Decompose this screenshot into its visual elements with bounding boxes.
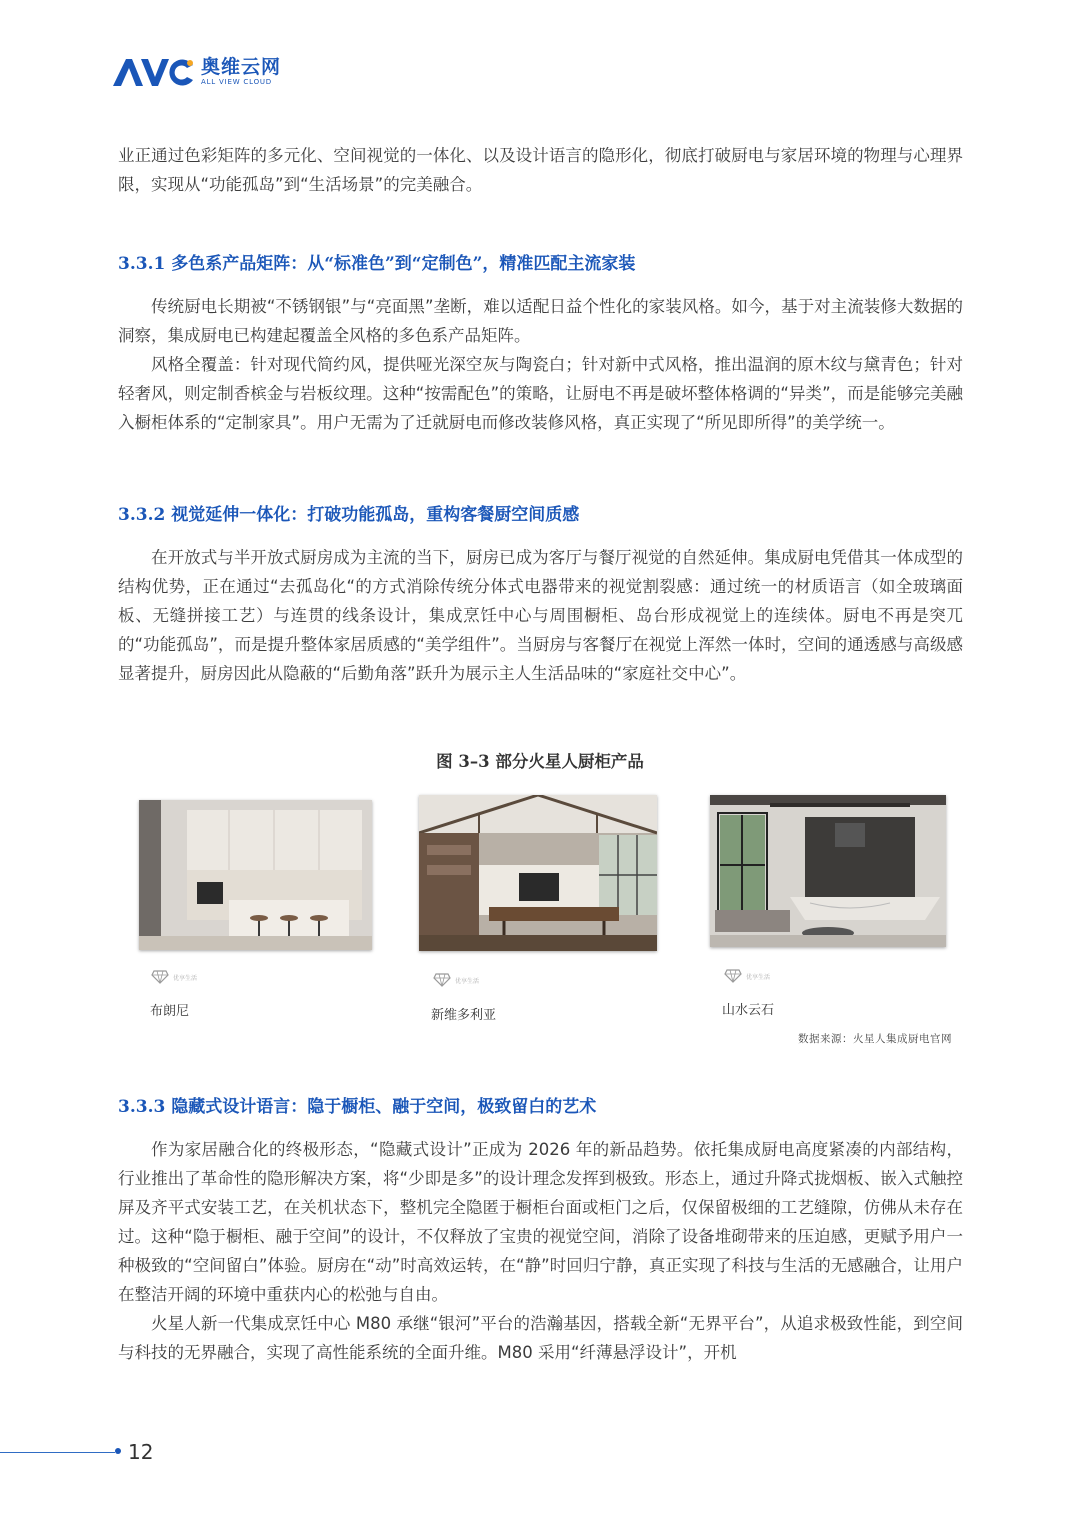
section-332-heading: 3.3.2 视觉延伸一体化：打破功能孤岛，重构客餐厨空间质感 (118, 505, 580, 525)
section-331-heading: 3.3.1 多色系产品矩阵：从“标准色”到“定制色”，精准匹配主流家装 (118, 254, 636, 274)
section-331-paragraph-2: 风格全覆盖：针对现代简约风，提供哑光深空灰与陶瓷白；针对新中式风格，推出温润的原木纹与黛青色；针对轻奢风，则定制香槟金与岩板纹理。这种“按需配色”的策略，让厨电不再是破坏整体格调的“异类”，而是能够完美融入橱柜体系的“定制家具”。用户无需为了迁就厨电而修改装修风格，真正实现了“所见即所得”的美学统一。 (118, 355, 963, 432)
product-name-2: 新维多利亚 (431, 1008, 497, 1023)
product-name-3: 山水云石 (722, 1003, 775, 1018)
product-card-1 (139, 800, 372, 1019)
brand-tag-1 (151, 970, 197, 984)
page-number: 12 (128, 1440, 154, 1464)
logo-chinese-name: 奥维云网 (201, 56, 282, 78)
footer-rule (0, 1452, 115, 1453)
avc-logo-mark (113, 57, 195, 87)
brand-tag-2 (433, 973, 479, 987)
avc-logo (113, 56, 281, 87)
logo-english-name: ALL VIEW CLOUD (201, 78, 272, 86)
section-331-paragraph-1: 传统厨电长期被“不锈钢银”与“亮面黑”垄断，难以适配日益个性化的家装风格。如今，基于对主流装修大数据的洞察，集成厨电已构建起覆盖全风格的多色系产品矩阵。 (118, 297, 963, 345)
brand-tag-text: 优享生活 (746, 973, 771, 981)
diamond-icon (433, 973, 451, 987)
footer-dot (115, 1448, 121, 1454)
product-image-3 (710, 795, 946, 947)
section-331-body (118, 292, 963, 437)
section-332-body (118, 543, 963, 688)
section-333-paragraph-2: 火星人新一代集成烹饪中心 M80 承继“银河”平台的浩瀚基因，搭载全新“无界平台”，从追求极致性能，到空间与科技的无界融合，实现了高性能系统的全面升维。M80 采用“纤薄悬浮设计”，开机 (118, 1314, 963, 1362)
brand-tag-text: 优享生活 (455, 977, 480, 985)
brand-tag-text: 优享生活 (173, 974, 198, 982)
section-333-paragraph-1: 作为家居融合化的终极形态，“隐藏式设计”正成为 2026 年的新品趋势。依托集成厨电高度紧凑的内部结构，行业推出了革命性的隐形解决方案，将“少即是多”的设计理念发挥到极致。形态上，通过升降式拢烟板、嵌入式触控屏及齐平式安装工艺，在关机状态下，整机完全隐匿于橱柜台面或柜门之后，仅保留极细的工艺缝隙，仿佛从未存在过。这种“隐于橱柜、融于空间”的设计，不仅释放了宝贵的视觉空间，消除了设备堆砌带来的压迫感，更赋予用户一种极致的“空间留白”体验。厨房在“动”时高效运转，在“静”时回归宁静，真正实现了科技与生活的无感融合，让用户在整洁开阔的环境中重获内心的松弛与自由。 (118, 1140, 963, 1304)
figure-title: 图 3–3 部分火星人厨柜产品 (436, 752, 644, 771)
section-333-heading: 3.3.3 隐藏式设计语言：隐于橱柜、融于空间，极致留白的艺术 (118, 1097, 597, 1117)
diamond-icon (724, 969, 742, 983)
intro-text: 业正通过色彩矩阵的多元化、空间视觉的一体化、以及设计语言的隐形化，彻底打破厨电与家居环境的物理与心理界限，实现从“功能孤岛”到“生活场景”的完美融合。 (118, 146, 963, 194)
product-image-1 (139, 800, 372, 950)
section-333-body (118, 1135, 963, 1367)
product-name-1: 布朗尼 (150, 1004, 190, 1019)
product-card-2 (419, 795, 657, 1023)
product-image-2 (419, 795, 657, 951)
brand-tag-3 (724, 969, 770, 983)
product-card-3 (710, 795, 946, 1018)
diamond-icon (151, 970, 169, 984)
intro-paragraph (118, 141, 963, 199)
figure-source: 数据来源：火星人集成厨电官网 (798, 1033, 952, 1045)
section-332-paragraph-1: 在开放式与半开放式厨房成为主流的当下，厨房已成为客厅与餐厅视觉的自然延伸。集成厨电凭借其一体成型的结构优势，正在通过“去孤岛化“的方式消除传统分体式电器带来的视觉割裂感：通过统一的材质语言（如全玻璃面板、无缝拼接工艺）与连贯的线条设计，集成烹饪中心与周围橱柜、岛台形成视觉上的连续体。厨电不再是突兀的“功能孤岛”，而是提升整体家居质感的“美学组件”。当厨房与客餐厅在视觉上浑然一体时，空间的通透感与高级感显著提升，厨房因此从隐蔽的“后勤角落”跃升为展示主人生活品味的“家庭社交中心”。 (118, 548, 963, 683)
